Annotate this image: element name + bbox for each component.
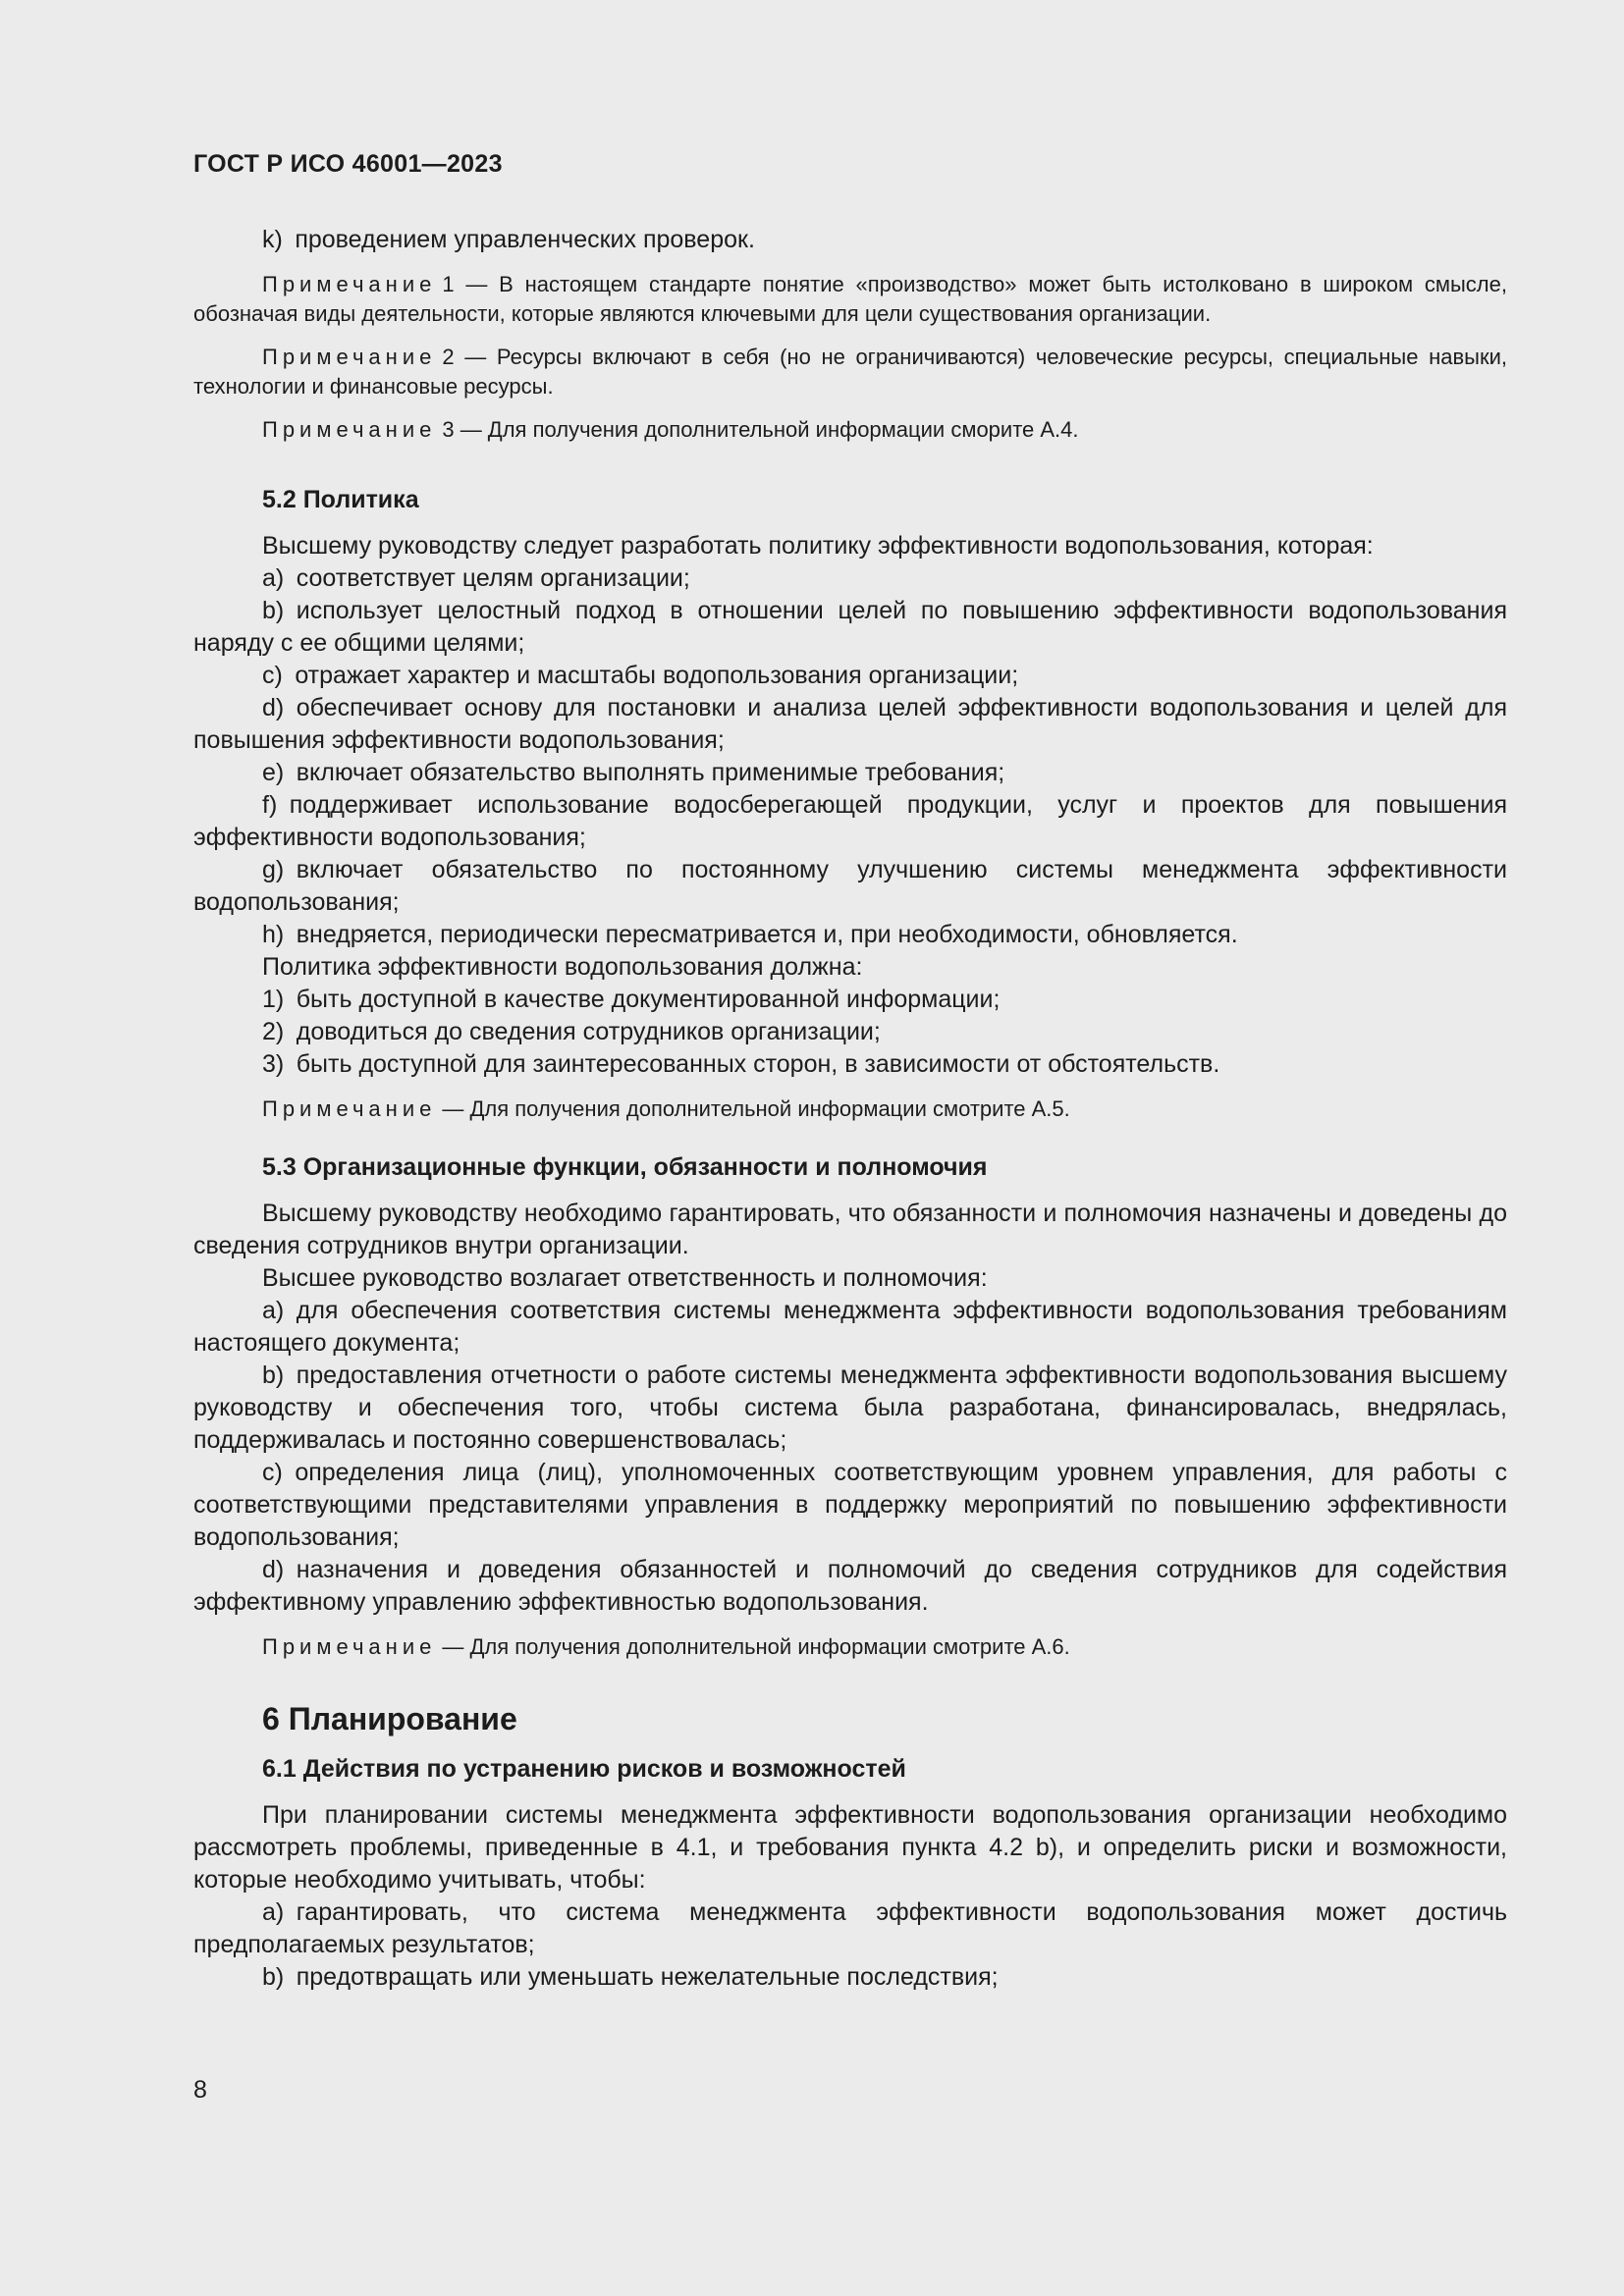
list-item: c) отражает характер и масштабы водопользования организации;	[262, 662, 1019, 689]
note-1	[193, 270, 1507, 329]
note-text: 1 — В настоящем стандарте понятие «производство» может быть истолковано в широком смысле, обозначая виды деятельности, которые являются ключевыми для цели существования организации.	[193, 272, 1507, 326]
note-2	[193, 343, 1507, 401]
list-item: e) включает обязательство выполнять применимые требования;	[262, 759, 1005, 786]
paragraph: Высшему руководству следует разработать политику эффективности водопользования, которая:	[262, 532, 1374, 560]
paragraph: Высшему руководству необходимо гарантировать, что обязанности и полномочия назначены и доведены до сведения сотрудников внутри организации.	[193, 1200, 1507, 1259]
list-item: g) включает обязательство по постоянному улучшению системы менеджмента эффективности водопользования;	[193, 856, 1507, 916]
list-item: b) использует целостный подход в отношении целей по повышению эффективности водопользования наряду с ее общими целями;	[193, 597, 1507, 657]
section-heading-5-3: 5.3 Организационные функции, обязанности и полномочия	[262, 1153, 988, 1181]
list-item: d) назначения и доведения обязанностей и полномочий до сведения сотрудников для содействия эффективному управлению эффективностью водопользования.	[193, 1556, 1507, 1616]
list-item: 2) доводиться до сведения сотрудников организации;	[262, 1018, 881, 1045]
note-label: Примечание	[262, 417, 437, 442]
list-item: h) внедряется, периодически пересматривается и, при необходимости, обновляется.	[262, 921, 1238, 948]
note-3	[193, 415, 1507, 445]
note-text: — Для получения дополнительной информации смотрите А.6.	[442, 1634, 1070, 1659]
section-heading-6: 6 Планирование	[262, 1701, 517, 1736]
paragraph: Политика эффективности водопользования должна:	[262, 953, 863, 981]
note-text: 2 — Ресурсы включают в себя (но не ограничиваются) человеческие ресурсы, специальные навыки, технологии и финансовые ресурсы.	[193, 345, 1507, 399]
paragraph: Высшее руководство возлагает ответственность и полномочия:	[262, 1264, 988, 1292]
note-label: Примечание	[262, 272, 437, 296]
note-label: Примечание	[262, 345, 437, 369]
list-item: b) предоставления отчетности о работе системы менеджмента эффективности водопользования высшему руководству и обеспечения того, чтобы система была разработана, финансировалась, внедрялась, поддерживалась и постоянно совершенствовалась;	[193, 1362, 1507, 1454]
list-item: a) соответствует целям организации;	[262, 564, 690, 592]
section-heading-6-1: 6.1 Действия по устранению рисков и возможностей	[262, 1755, 906, 1783]
note-5-3	[193, 1632, 1507, 1662]
list-item: 1) быть доступной в качестве документированной информации;	[262, 986, 1001, 1013]
document-body	[193, 224, 1507, 1994]
note-5-2	[193, 1095, 1507, 1124]
page-number: 8	[193, 2076, 207, 2104]
section-heading-5-2: 5.2 Политика	[262, 486, 419, 513]
document-code-header: ГОСТ Р ИСО 46001—2023	[193, 150, 503, 178]
list-item: f) поддерживает использование водосберегающей продукции, услуг и проектов для повышения эффективности водопользования;	[193, 791, 1507, 851]
list-item: c) определения лица (лиц), уполномоченных соответствующим уровнем управления, для работы с соответствующими представителями управления в поддержку мероприятий по повышению эффективности водопользования;	[193, 1459, 1507, 1551]
note-text: — Для получения дополнительной информации смотрите А.5.	[442, 1096, 1070, 1121]
list-item: d) обеспечивает основу для постановки и анализа целей эффективности водопользования и целей для повышения эффективности водопользования;	[193, 694, 1507, 754]
note-label: Примечание	[262, 1634, 437, 1659]
list-item-k: k) проведением управленческих проверок.	[262, 226, 755, 253]
list-item: 3) быть доступной для заинтересованных сторон, в зависимости от обстоятельств.	[262, 1050, 1220, 1078]
note-label: Примечание	[262, 1096, 437, 1121]
list-item: b) предотвращать или уменьшать нежелательные последствия;	[262, 1963, 999, 1991]
note-text: 3 — Для получения дополнительной информации сморите А.4.	[442, 417, 1079, 442]
list-item: a) гарантировать, что система менеджмента эффективности водопользования может достичь предполагаемых результатов;	[193, 1898, 1507, 1958]
list-item: a) для обеспечения соответствия системы менеджмента эффективности водопользования требованиям настоящего документа;	[193, 1297, 1507, 1357]
paragraph: При планировании системы менеджмента эффективности водопользования организации необходимо рассмотреть проблемы, приведенные в 4.1, и требования пункта 4.2 b), и определить риски и возможности, которые необходимо учитывать, чтобы:	[193, 1801, 1507, 1894]
